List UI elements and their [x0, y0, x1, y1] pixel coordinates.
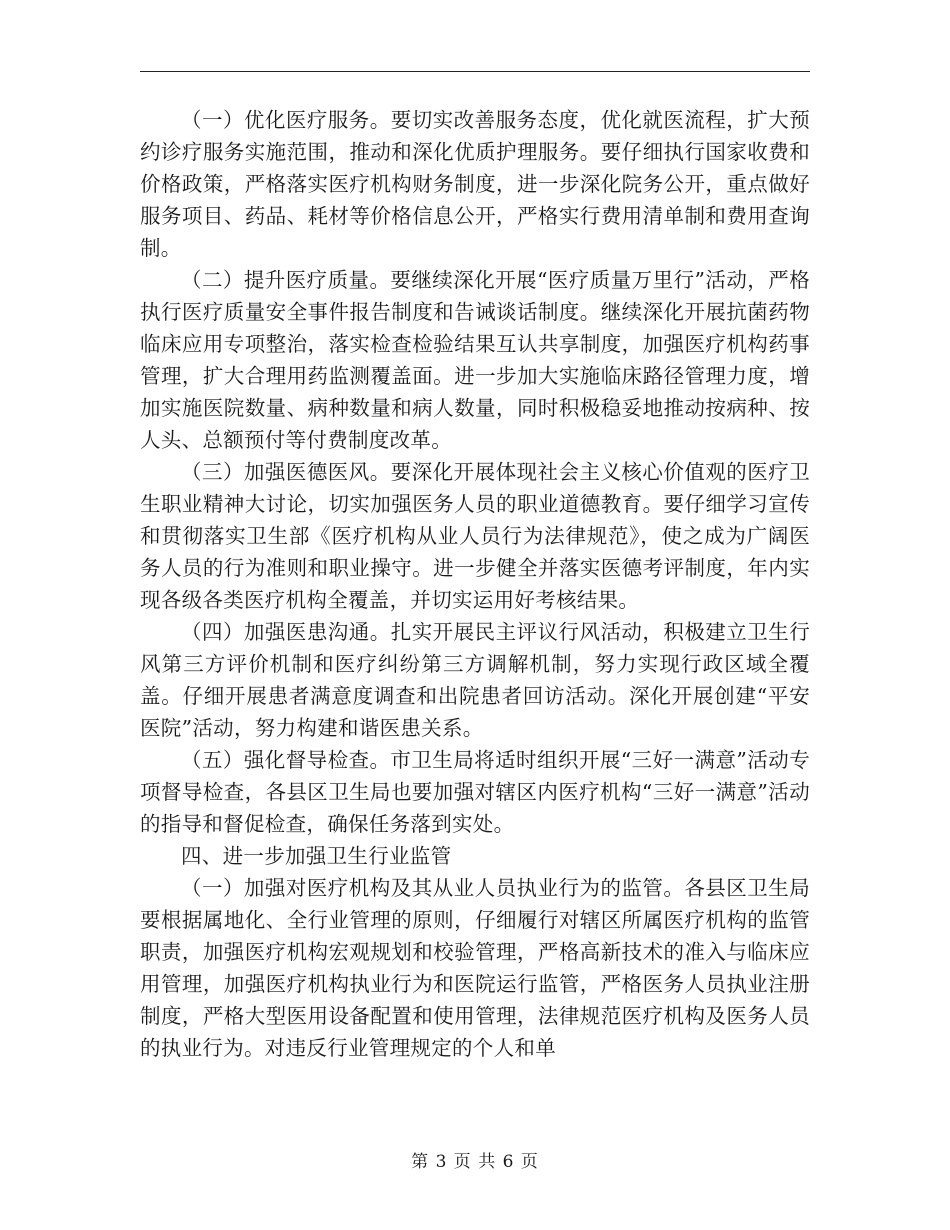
paragraph-4: （四）加强医患沟通。扎实开展民主评议行风活动，积极建立卫生行风第三方评价机制和医疗纠纷第三方调解机制，努力实现行政区域全覆盖。仔细开展患者满意度调查和出院患者回访活动。深化开展创建“平安医院”活动，努力构建和谐医患关系。 [140, 620, 810, 740]
paragraph-3: （三）加强医德医风。要深化开展体现社会主义核心价值观的医疗卫生职业精神大讨论，切实加强医务人员的职业道德教育。要仔细学习宣传和贯彻落实卫生部《医疗机构从业人员行为法律规范》，使之成为广阔医务人员的行为准则和职业操守。进一步健全并落实医德考评制度，年内实现各级各类医疗机构全覆盖，并切实运用好考核结果。 [140, 460, 810, 612]
paragraph-1: （一）优化医疗服务。要切实改善服务态度，优化就医流程，扩大预约诊疗服务实施范围，推动和深化优质护理服务。要仔细执行国家收费和价格政策，严格落实医疗机构财务制度，进一步深化院务公开，重点做好服务项目、药品、耗材等价格信息公开，严格实行费用清单制和费用查询制。 [140, 108, 810, 260]
section-heading: 四、进一步加强卫生行业监管 [181, 844, 452, 868]
document-body [140, 104, 810, 1064]
page-number: 第 3 页 共 6 页 [411, 1152, 539, 1172]
paragraph-5: （五）强化督导检查。市卫生局将适时组织开展“三好一满意”活动专项督导检查，各县区卫生局也要加强对辖区内医疗机构“三好一满意”活动的指导和督促检查，确保任务落到实处。 [140, 748, 810, 836]
paragraph-6: （一）加强对医疗机构及其从业人员执业行为的监管。各县区卫生局要根据属地化、全行业管理的原则，仔细履行对辖区所属医疗机构的监管职责，加强医疗机构宏观规划和校验管理，严格高新技术的准入与临床应用管理，加强医疗机构执业行为和医院运行监管，严格医务人员执业注册制度，严格大型医用设备配置和使用管理，法律规范医疗机构及医务人员的执业行为。对违反行业管理规定的个人和单 [140, 876, 810, 1060]
paragraph-2: （二）提升医疗质量。要继续深化开展“医疗质量万里行”活动，严格执行医疗质量安全事件报告制度和告诫谈话制度。继续深化开展抗菌药物临床应用专项整治，落实检查检验结果互认共享制度，加强医疗机构药事管理，扩大合理用药监测覆盖面。进一步加大实施临床路径管理力度，增加实施医院数量、病种数量和病人数量，同时积极稳妥地推动按病种、按人头、总额预付等付费制度改革。 [140, 268, 810, 452]
header-rule [140, 71, 810, 72]
